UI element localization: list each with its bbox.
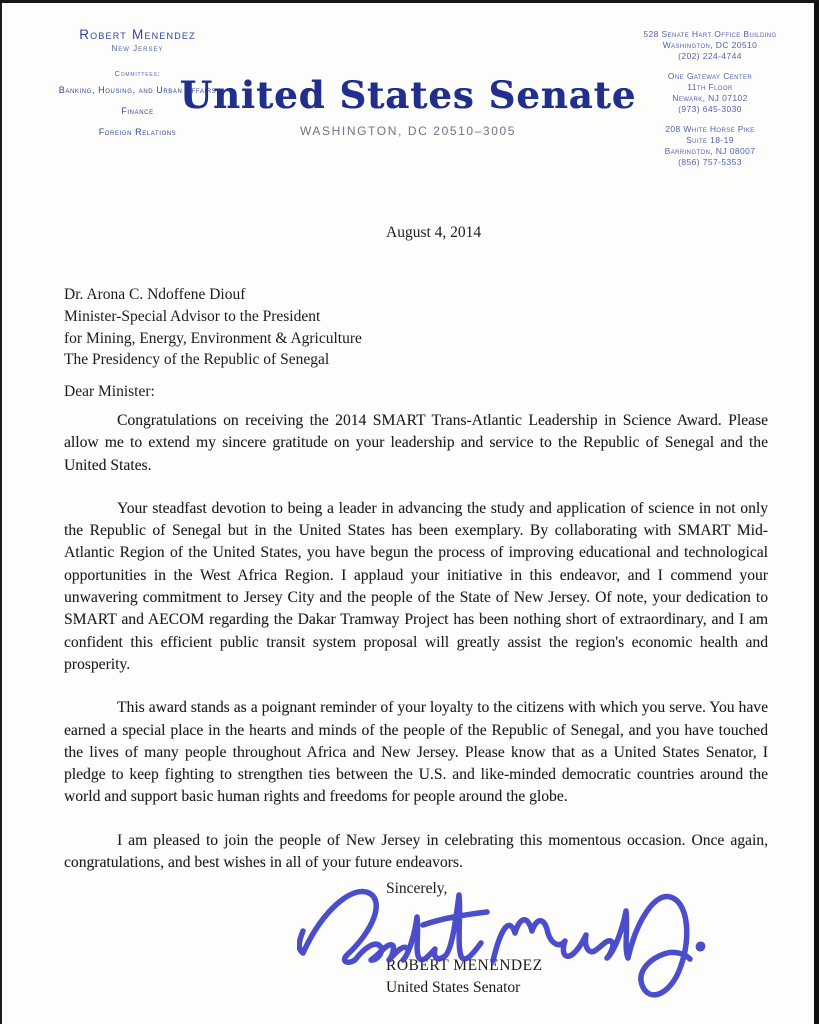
senate-title: United States Senate bbox=[179, 73, 637, 117]
office-address-line: (202) 224-4744 bbox=[678, 51, 742, 61]
office-address-line: (973) 645-3030 bbox=[678, 104, 742, 114]
committee-item: Banking, Housing, and Urban Affairs bbox=[58, 85, 217, 95]
sender-state: New Jersey bbox=[111, 44, 164, 53]
office-address bbox=[614, 29, 806, 62]
recipient-line: Minister-Special Advisor to the President bbox=[64, 307, 321, 325]
office-address bbox=[614, 71, 806, 115]
office-address-line: (856) 757-5353 bbox=[678, 157, 742, 167]
recipient-block bbox=[64, 284, 362, 371]
office-address-line: 528 Senate Hart Office Building bbox=[643, 29, 777, 39]
office-address bbox=[614, 124, 806, 168]
recipient-line: for Mining, Energy, Environment & Agriculture bbox=[64, 329, 362, 347]
letter-body bbox=[64, 410, 768, 895]
paragraph: Congratulations on receiving the 2014 SMART Trans-Atlantic Leadership in Science Award. Please allow me to extend my sincere gratitude on your leadership and service to the Republic of Senegal and the United States. bbox=[64, 412, 768, 474]
signer-typed-name: ROBERT MENENDEZ bbox=[386, 957, 543, 974]
office-address-line: Newark, NJ 07102 bbox=[672, 93, 748, 103]
office-address-line: 11th Floor bbox=[687, 82, 733, 92]
paragraph: This award stands as a poignant reminder of your loyalty to the citizens with which you serve. You have earned a special place in the hearts and minds of the people of the Republic of Senegal, and you have touched the lives of many people throughout Africa and New Jersey. Please know that as a United States Senator, I pledge to keep fighting to strengthen ties between the U.S. and like-minded democratic countries around the world and support basic human rights and freedoms for people around the globe. bbox=[64, 699, 768, 806]
office-address-line: Barrington, NJ 08007 bbox=[664, 146, 756, 156]
paragraph: I am pleased to join the people of New Jersey in celebrating this momentous occasion. Once again, congratulations, and best wishes in all of your future endeavors. bbox=[64, 831, 768, 872]
office-address-line: Suite 18-19 bbox=[686, 135, 734, 145]
office-addresses bbox=[614, 29, 806, 177]
paragraph: Your steadfast devotion to being a leader in advancing the study and application of science in not only the Republic of Senegal but in the United States has been exemplary. By collaborating with SMART Mid-Atlantic Region of the United States, you have begun the process of improving educational and technological opportunities in the West Africa Region. I applaud your initiative in this endeavor, and I commend your unwavering commitment to Jersey City and the people of the State of New Jersey. Of note, your dedication to SMART and AECOM regarding the Dakar Tramway Project has been nothing short of extraordinary, and I am confident this efficient public transit system proposal will greatly assist the region's economic health and prosperity. bbox=[64, 499, 768, 673]
office-address-line: 208 White Horse Pike bbox=[665, 124, 755, 134]
recipient-line: The Presidency of the Republic of Senegal bbox=[64, 351, 330, 369]
letter-date: August 4, 2014 bbox=[386, 224, 482, 241]
committees-heading: Committees: bbox=[114, 69, 161, 78]
committee-item: Foreign Relations bbox=[98, 127, 177, 137]
senate-address-line: WASHINGTON, DC 20510–3005 bbox=[299, 124, 517, 138]
office-address-line: Washington, DC 20510 bbox=[662, 40, 758, 50]
committee-item: Finance bbox=[121, 106, 154, 116]
closing: Sincerely, bbox=[386, 880, 448, 897]
recipient-line: Dr. Arona C. Ndoffene Diouf bbox=[64, 286, 246, 303]
sender-name: Robert Menendez bbox=[79, 27, 196, 42]
signer-typed-title: United States Senator bbox=[386, 979, 521, 996]
office-address-line: One Gateway Center bbox=[667, 71, 753, 81]
salutation: Dear Minister: bbox=[64, 383, 155, 400]
